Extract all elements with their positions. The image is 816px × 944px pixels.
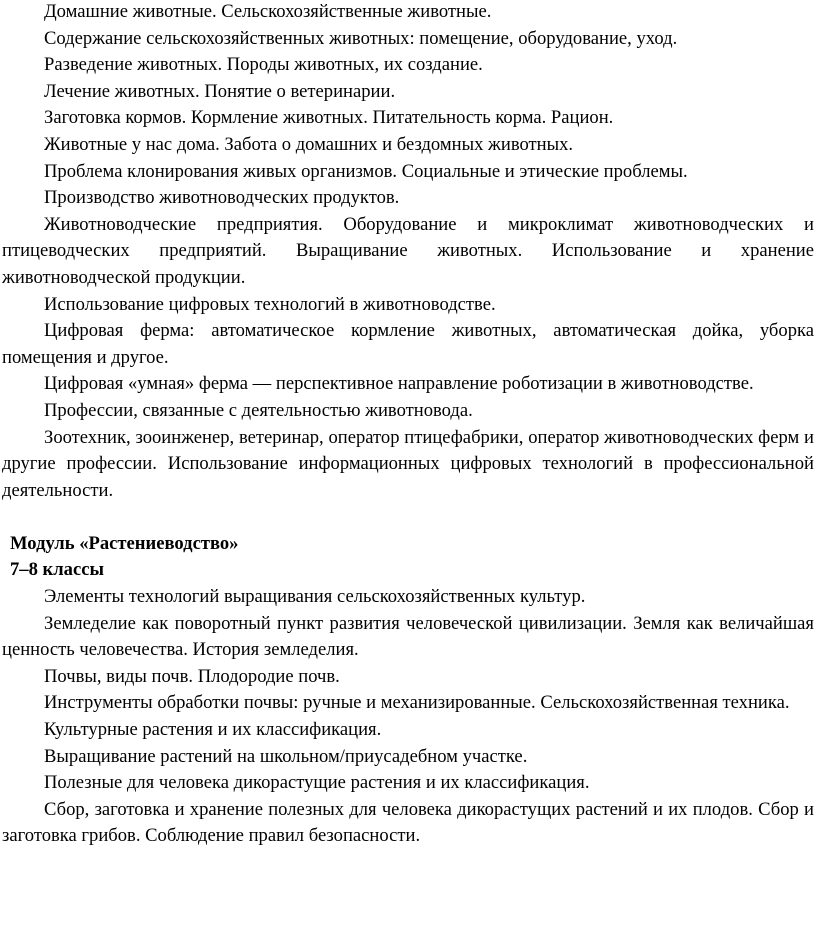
module-title: Модуль «Растениеводство» bbox=[10, 532, 239, 554]
paragraph: Животные у нас дома. Забота о домашних и бездомных животных. bbox=[44, 133, 574, 155]
paragraph: Содержание сельскохозяйственных животных: помещение, оборудование, уход. bbox=[44, 27, 678, 49]
paragraph: Цифровая ферма: автоматическое кормление животных, автоматическая дойка, уборка помещения и другое. bbox=[2, 320, 814, 368]
paragraph: Сбор, заготовка и хранение полезных для человека дикорастущих растений и их плодов. Сбор и заготовка грибов. Соблюдение правил безопасности. bbox=[2, 798, 814, 847]
paragraph: Использование цифровых технологий в животноводстве. bbox=[44, 293, 496, 315]
paragraph: Земледелие как поворотный пункт развития человеческой цивилизации. Земля как величайшая ценность человечества. История земледелия. bbox=[2, 612, 814, 661]
paragraph: Выращивание растений на школьном/приусадебном участке. bbox=[44, 745, 528, 767]
paragraph: Разведение животных. Породы животных, их создание. bbox=[44, 54, 483, 76]
blank-line bbox=[2, 504, 814, 531]
paragraph: Животноводческие предприятия. Оборудование и микроклимат животноводческих и птицеводческих предприятий. Выращивание животных. Использование и хранение животноводческой продукции. bbox=[2, 213, 814, 288]
paragraph: Проблема клонирования живых организмов. Социальные и этические проблемы. bbox=[44, 160, 688, 182]
paragraph: Культурные растения и их классификация. bbox=[44, 719, 382, 741]
livestock-section bbox=[2, 0, 814, 504]
paragraph: Домашние животные. Сельскохозяйственные животные. bbox=[44, 1, 492, 22]
paragraph: Элементы технологий выращивания сельскохозяйственных культур. bbox=[44, 586, 586, 608]
paragraph: Почвы, виды почв. Плодородие почв. bbox=[44, 665, 340, 687]
paragraph: Заготовка кормов. Кормление животных. Питательность корма. Рацион. bbox=[44, 107, 614, 129]
paragraph: Инструменты обработки почвы: ручные и механизированные. Сельскохозяйственная техника. bbox=[44, 692, 790, 714]
paragraph: Зоотехник, зооинженер, ветеринар, оператор птицефабрики, оператор животноводческих ферм и другие профессии. Использование информационных цифровых технологий в профессиональной деятельности. bbox=[2, 426, 814, 501]
grades-heading: 7–8 классы bbox=[10, 559, 105, 581]
crop-section bbox=[2, 584, 814, 850]
paragraph: Полезные для человека дикорастущие растения и их классификация. bbox=[44, 772, 590, 794]
paragraph: Цифровая «умная» ферма — перспективное направление роботизации в животноводстве. bbox=[44, 373, 754, 395]
paragraph: Профессии, связанные с деятельностью животновода. bbox=[44, 399, 473, 421]
paragraph: Лечение животных. Понятие о ветеринарии. bbox=[44, 80, 396, 102]
paragraph: Производство животноводческих продуктов. bbox=[44, 187, 400, 209]
